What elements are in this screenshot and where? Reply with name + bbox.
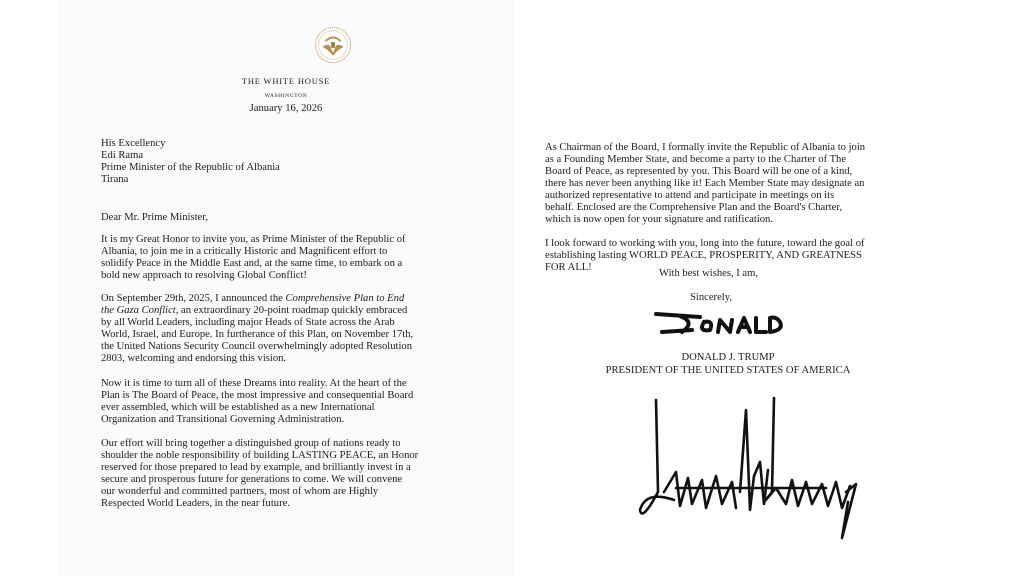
text-line: World, Israel, and Europe. In furtherance of this Plan, on November 17th,: [101, 329, 414, 340]
text-span: On September 29th, 2025, I announced the: [101, 293, 286, 304]
signer-name: DONALD J. TRUMP: [681, 352, 775, 363]
text-line: by all World Leaders, including major Heads of State across the Arab: [101, 317, 395, 328]
text-line: I look forward to working with you, long into the future, toward the goal of: [545, 238, 865, 249]
text-line: as a Founding Member State, and become a party to the Charter of The: [545, 154, 847, 165]
text-line: reserved for those prepared to lead by example, and brilliantly invest in a: [101, 462, 411, 473]
salutation: Dear Mr. Prime Minister,: [101, 212, 208, 223]
text-line: establishing lasting WORLD PEACE, PROSPERITY, AND GREATNESS: [545, 250, 862, 261]
address-line: Tirana: [101, 174, 129, 185]
signer-title: PRESIDENT OF THE UNITED STATES OF AMERICA: [605, 365, 851, 376]
address-line: Prime Minister of the Republic of Albania: [101, 162, 280, 173]
text-line: shoulder the noble responsibility of building LASTING PEACE, an Honor: [101, 450, 419, 461]
text-line: Respected World Leaders, in the near future.: [101, 498, 290, 509]
text-line: behalf. Enclosed are the Comprehensive Plan and the Board's Charter,: [545, 202, 843, 213]
text-line: FOR ALL!: [545, 262, 592, 273]
letter-page-2: [520, 0, 964, 576]
letterhead-city: WASHINGTON: [264, 93, 308, 99]
presidential-seal-icon: [314, 26, 352, 64]
closing-wishes: With best wishes, I am,: [659, 268, 759, 279]
text-line: It is my Great Honor to invite you, as Prime Minister of the Republic of: [101, 234, 406, 245]
text-line: [101, 293, 404, 305]
text-line: our wonderful and committed partners, most of whom are Highly: [101, 486, 379, 497]
text-line: secure and prosperous future for generations to come. We will convene: [101, 474, 403, 485]
text-line: there has never been anything like it! Each Member State may designate an: [545, 178, 865, 189]
text-line: Organization and Transitional Governing Administration.: [101, 414, 345, 425]
handwritten-first-name-signature: [652, 308, 788, 338]
text-line: solidify Peace in the Middle East and, at the same time, to embark on a: [101, 258, 403, 269]
text-line: Plan is The Board of Peace, the most impressive and consequential Board: [101, 390, 414, 401]
text-line: Albania, to join me in a critically Historic and Magnificent effort to: [101, 246, 388, 257]
text-line: As Chairman of the Board, I formally invite the Republic of Albania to join: [545, 142, 866, 153]
text-line: the United Nations Security Council overwhelmingly adopted Resolution: [101, 341, 412, 352]
letter-date: January 16, 2026: [249, 103, 323, 114]
text-line: Now it is time to turn all of these Dreams into reality. At the heart of the: [101, 378, 407, 389]
text-line: Board of Peace, as represented by you. This Board will be one of a kind,: [545, 166, 853, 177]
text-span: , an extraordinary 20-point roadmap quickly embraced: [175, 305, 408, 316]
plan-title: the Gaza Conflict: [101, 305, 176, 316]
handwritten-signature: [636, 392, 866, 542]
text-line: authorized representative to attend and participate in meetings on its: [545, 190, 835, 201]
letterhead-org: THE WHITE HOUSE: [241, 76, 331, 86]
closing-sincerely: Sincerely,: [690, 292, 732, 303]
text-line: [101, 305, 407, 317]
text-line: bold new approach to resolving Global Conflict!: [101, 270, 307, 281]
text-line: Our effort will bring together a distinguished group of nations ready to: [101, 438, 401, 449]
letter-page-1: [58, 0, 514, 576]
plan-title: Comprehensive Plan to End: [285, 293, 405, 304]
text-line: ever assembled, which will be established as a new International: [101, 402, 375, 413]
text-line: 2803, welcoming and endorsing this vision.: [101, 353, 287, 364]
text-line: which is now open for your signature and ratification.: [545, 214, 773, 225]
address-line: Edi Rama: [101, 150, 144, 161]
address-line: His Excellency: [101, 138, 166, 149]
